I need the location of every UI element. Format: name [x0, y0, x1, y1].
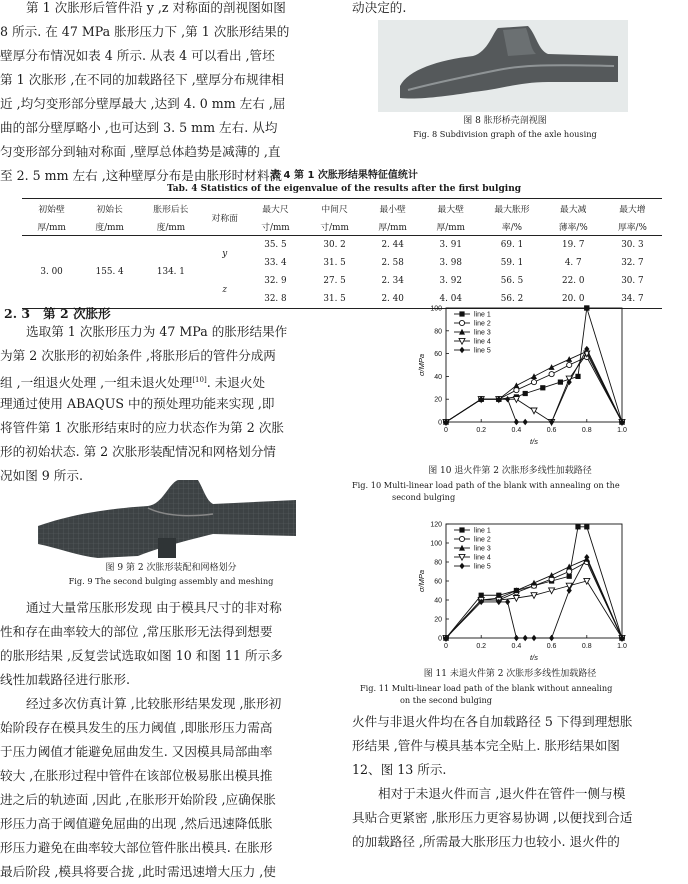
header-cell: 度/mm — [95, 222, 124, 233]
caption-line: Fig. 10 Multi-linear load path of the blank with annealing on the — [352, 480, 620, 490]
x-tick-label: 0.8 — [581, 427, 592, 434]
data-point — [549, 572, 555, 578]
figure-8-caption-en: Fig. 8 Subdivision graph of the axle housing — [413, 129, 597, 139]
text-fragment: . 未退火处 — [206, 375, 266, 391]
text-line: 将管件第 1 次胀形结束时的应力状态作为第 2 次胀 — [0, 420, 284, 435]
table-cell: 2. 40 — [381, 294, 404, 304]
table-4 — [22, 198, 662, 309]
legend-label: line 3 — [474, 329, 491, 337]
y-tick-label: 60 — [434, 578, 442, 586]
y-tick-label: 100 — [430, 540, 442, 548]
table-cell: 59. 1 — [500, 258, 524, 268]
text-line: 相对于未退火件而言 ,退火件在管件一侧与模 — [378, 786, 626, 801]
section-number: 2. 3 — [4, 306, 31, 321]
x-axis-label: t/s — [530, 653, 538, 662]
x-axis-label: t/s — [530, 437, 538, 446]
figure-10-chart — [346, 300, 646, 460]
text-line: 12、图 13 所示. — [352, 762, 447, 777]
data-point — [513, 382, 519, 388]
text-line: 通过大量常压胀形发现 由于模具尺寸的非对称 — [26, 600, 282, 615]
x-tick-label: 0.4 — [511, 427, 522, 434]
text-line: 至 2. 5 mm 左右 ,这种壁厚分布是由胀形时材料流 — [0, 168, 283, 183]
data-point — [459, 320, 464, 325]
y-tick-label: 80 — [434, 328, 442, 336]
table-4-title-cn: 表 4 第 1 次胀形结果特征值统计 — [270, 170, 418, 181]
y-tick-label: 60 — [434, 351, 442, 359]
table-cell: 69. 1 — [500, 240, 524, 250]
text-line: 形结果 ,管件与模具基本完全贴上. 胀形结果如图 — [352, 738, 620, 753]
table-cell: 31. 5 — [323, 294, 346, 304]
data-point — [514, 387, 519, 392]
figure-10-caption-cn: 图 10 退火件第 2 次胀形多线性加载路径 — [428, 466, 592, 476]
legend-label: line 3 — [474, 545, 491, 553]
text-line: 最后阶段 ,模具将要合拢 ,此时需迅速增大压力 ,使 — [0, 864, 276, 879]
table-cell: 56. 2 — [500, 294, 524, 304]
data-point — [523, 635, 528, 641]
text-line: 火件与非退火件均在各自加载路径 5 下得到理想胀 — [352, 714, 633, 729]
text-line: 动决定的. — [352, 0, 407, 15]
header-cell: 胀形后长 — [153, 204, 189, 215]
data-point — [549, 372, 554, 377]
table-cell: 2. 44 — [381, 240, 404, 250]
header-cell: 最大减 — [560, 204, 587, 215]
data-point — [523, 419, 528, 425]
table-cell: 31. 5 — [323, 258, 346, 268]
text-line: 线性加载路径进行胀形. — [0, 672, 130, 687]
data-point — [514, 635, 519, 641]
text-line — [0, 368, 336, 392]
x-tick-label: 0 — [444, 643, 448, 650]
figure-8-caption-cn: 图 8 胀形桥壳剖视图 — [463, 116, 547, 126]
data-point — [514, 419, 519, 425]
table-cell: 20. 0 — [562, 294, 585, 304]
right-paragraph-bottom — [352, 710, 684, 854]
figure-10-svg — [346, 300, 646, 460]
header-cell: 最大胀形 — [494, 204, 530, 215]
table-cell: y — [222, 249, 228, 259]
table-4-title-en: Tab. 4 Statistics of the eigenvalue of the results after the first bulging — [166, 184, 522, 194]
text-line: 于压力阈值才能避免屈曲发生. 又因模具局部曲率 — [0, 744, 273, 759]
data-point — [549, 635, 554, 641]
data-point — [531, 580, 537, 586]
x-tick-label: 0.6 — [546, 427, 557, 434]
data-point — [459, 527, 464, 532]
text-line: 第 1 次胀形后管件沿 y ,z 对称面的剖视图如图 — [26, 0, 286, 15]
left-paragraph-mid — [0, 320, 336, 488]
table-cell: 56. 5 — [500, 276, 524, 286]
data-point — [567, 362, 572, 367]
series-line — [446, 581, 622, 638]
header-cell: 最小壁 — [379, 204, 406, 215]
citation: [10] — [192, 376, 207, 384]
data-point — [531, 373, 537, 379]
x-tick-label: 0.2 — [476, 643, 487, 650]
table-cell: 27. 5 — [323, 276, 346, 286]
text-line: 性和存在曲率较大的部位 ,常压胀形无法得到想要 — [0, 624, 273, 639]
table-cell: 3. 91 — [439, 240, 462, 250]
table-cell: 3. 98 — [439, 258, 462, 268]
table-cell: 22. 0 — [562, 276, 585, 286]
header-cell: 最大尺 — [262, 204, 289, 215]
data-point — [505, 396, 510, 402]
text-line: 第 1 次胀形 ,在不同的加载路径下 ,壁厚分布规律相 — [0, 72, 284, 87]
table-cell: 4. 04 — [439, 294, 462, 304]
table-cell: z — [222, 285, 228, 295]
table-cell: 34. 7 — [621, 294, 644, 304]
header-cell: 寸/mm — [320, 222, 349, 233]
legend-label: line 2 — [474, 536, 491, 544]
table-cell: 2. 34 — [381, 276, 404, 286]
table-cell: 134. 1 — [156, 267, 185, 277]
text-line: 理通过使用 ABAQUS 中的预处理功能来实现 ,即 — [0, 396, 275, 411]
y-axis-label: σ/MPa — [417, 569, 426, 593]
data-point — [558, 380, 563, 385]
header-cell: 对称面 — [211, 213, 238, 224]
x-tick-label: 1.0 — [617, 643, 627, 650]
table-cell: 30. 2 — [323, 240, 346, 250]
x-tick-label: 0.4 — [511, 643, 522, 650]
header-cell: 度/mm — [156, 222, 186, 233]
y-axis-label: σ/MPa — [417, 353, 426, 377]
table-header-row — [22, 199, 662, 217]
table-cell: 32. 9 — [264, 276, 287, 286]
header-cell: 中间尺 — [321, 204, 348, 215]
data-point — [459, 536, 464, 541]
x-tick-label: 0.6 — [546, 643, 557, 650]
text-line: 进之后的轨迹面 ,因此 ,在胀形开始阶段 ,应确保胀 — [0, 792, 276, 807]
data-point — [584, 305, 589, 310]
table-cell: 2. 58 — [381, 258, 404, 268]
x-tick-label: 0 — [444, 427, 448, 434]
header-cell: 初始长 — [96, 204, 123, 215]
data-point — [531, 380, 536, 385]
y-tick-label: 0 — [438, 635, 442, 643]
text-line: 形的初始状态. 第 2 次胀形装配情况和网格划分情 — [0, 444, 276, 459]
figure-9-caption-cn: 图 9 第 2 次胀形装配和网格划分 — [105, 563, 237, 573]
table-cell: 4. 7 — [564, 258, 582, 268]
legend-label: line 4 — [474, 554, 491, 562]
data-point — [567, 587, 572, 593]
header-cell: 厚/mm — [436, 222, 465, 233]
table-cell: 32. 7 — [621, 258, 644, 268]
text-line: 形压力避免在曲率较大部位管件胀出模具. 在胀形 — [0, 840, 273, 855]
legend-label: line 1 — [474, 527, 491, 535]
table-cell: 3. 00 — [40, 267, 63, 277]
text-line: 壁厚分布情况如表 4 所示. 从表 4 可以看出 ,管坯 — [0, 48, 275, 63]
header-cell: 最大壁 — [437, 204, 464, 215]
header-cell: 初始壁 — [38, 204, 65, 215]
text-line: 的胀形结果 ,反复尝试选取如图 10 和图 11 所示多 — [0, 648, 283, 663]
right-paragraph-top — [352, 0, 682, 20]
y-tick-label: 80 — [434, 559, 442, 567]
table-header-row — [22, 217, 662, 236]
data-point — [531, 635, 536, 641]
table-row — [22, 236, 662, 255]
legend-label: line 5 — [474, 563, 491, 571]
header-cell: 厚/mm — [37, 222, 66, 233]
caption-line: Fig. 11 Multi-linear load path of the blank without annealing — [360, 683, 613, 693]
data-point — [459, 311, 464, 316]
text-line: 始阶段存在模具发生的压力阈值 ,即胀形压力需高 — [0, 720, 273, 735]
x-tick-label: 1.0 — [617, 427, 627, 434]
figure-11-caption-cn: 图 11 未退火件第 2 次胀形多线性加载路径 — [423, 669, 597, 679]
text-line: 的加载路径 ,所需最大胀形压力也较小. 退火件的 — [352, 834, 620, 849]
text-line: 曲的部分壁厚略小 ,也可达到 3. 5 mm 左右. 从均 — [0, 120, 278, 135]
header-cell: 厚/mm — [378, 222, 407, 233]
data-point — [523, 391, 528, 396]
table-cell: 19. 7 — [562, 240, 585, 250]
data-point — [549, 364, 555, 370]
y-tick-label: 20 — [434, 396, 442, 404]
text-line: 较大 ,在胀形过程中管件在该部位极易胀出模具推 — [0, 768, 273, 783]
table-cell: 3. 92 — [439, 276, 462, 286]
data-point — [567, 569, 572, 574]
text-line: 为第 2 次胀形的初始条件 ,将胀形后的管件分成两 — [0, 348, 276, 363]
table-cell: 32. 8 — [264, 294, 287, 304]
data-point — [531, 408, 537, 414]
data-point — [575, 524, 580, 529]
data-point — [566, 356, 572, 362]
caption-line: second bulging — [392, 492, 456, 502]
legend-label: line 2 — [474, 320, 491, 328]
table-cell: 30. 7 — [621, 276, 644, 286]
text-fragment: 组 ,一组退火处理 ,一组未退火处理 — [0, 375, 193, 391]
left-paragraph-bottom — [0, 596, 336, 884]
x-tick-label: 0.2 — [476, 427, 487, 434]
caption-line: on the second bulging — [400, 695, 493, 705]
data-point — [540, 385, 545, 390]
figure-11-chart — [346, 516, 646, 666]
data-point — [459, 347, 464, 353]
figure-9-caption-en: Fig. 9 The second bulging assembly and meshing — [68, 576, 274, 586]
series-line — [446, 562, 622, 638]
figure-8-image — [378, 20, 628, 112]
figure-9-image — [38, 478, 300, 558]
y-tick-label: 40 — [434, 597, 442, 605]
y-tick-label: 20 — [434, 616, 442, 624]
text-line: 选取第 1 次胀形压力为 47 MPa 的胀形结果作 — [26, 324, 288, 339]
text-line: 经过多次仿真计算 ,比较胀形结果发现 ,胀形初 — [26, 696, 282, 711]
figure-11-svg — [346, 516, 646, 666]
text-line: 况如图 9 所示. — [0, 468, 83, 483]
legend-label: line 1 — [474, 311, 491, 319]
table-cell: 30. 3 — [621, 240, 644, 250]
y-tick-label: 40 — [434, 373, 442, 381]
axle-housing-section-graphic — [378, 20, 628, 112]
left-paragraph-top — [0, 0, 336, 188]
header-cell: 薄率/% — [558, 222, 588, 233]
text-line: 具贴合更紧密 ,胀形压力更容易协调 ,以便找到合适 — [352, 810, 633, 825]
data-point — [575, 374, 580, 379]
header-cell: 厚率/% — [617, 222, 647, 233]
y-tick-label: 120 — [430, 521, 442, 529]
assembly-mesh-graphic — [38, 478, 300, 558]
y-tick-label: 100 — [430, 305, 442, 313]
header-cell: 寸/mm — [261, 222, 290, 233]
data-point — [584, 524, 589, 529]
table-cell: 155. 4 — [95, 267, 124, 277]
text-line: 近 ,均匀变形部分壁厚最大 ,达到 4. 0 mm 左右 ,屈 — [0, 96, 286, 111]
header-cell: 最大增 — [619, 204, 646, 215]
legend-label: line 4 — [474, 338, 491, 346]
text-line: 8 所示. 在 47 MPa 胀形压力下 ,第 1 次胀形结果的 — [0, 24, 290, 39]
section-title: 第 2 次胀形 — [43, 306, 111, 321]
header-cell: 率/% — [501, 222, 523, 233]
figure-10-caption-en — [352, 479, 676, 503]
table-cell: 35. 5 — [264, 240, 287, 250]
text-line: 形压力高于阈值避免屈曲的出现 ,然后迅速降低胀 — [0, 816, 273, 831]
text-line: 匀变形部分到轴对称面 ,壁厚总体趋势是减薄的 ,直 — [0, 144, 281, 159]
x-tick-label: 0.8 — [581, 643, 592, 650]
table-cell: 33. 4 — [264, 258, 287, 268]
y-tick-label: 0 — [438, 419, 442, 427]
legend-label: line 5 — [474, 347, 491, 355]
figure-11-caption-en — [360, 682, 676, 706]
data-point — [459, 563, 464, 569]
